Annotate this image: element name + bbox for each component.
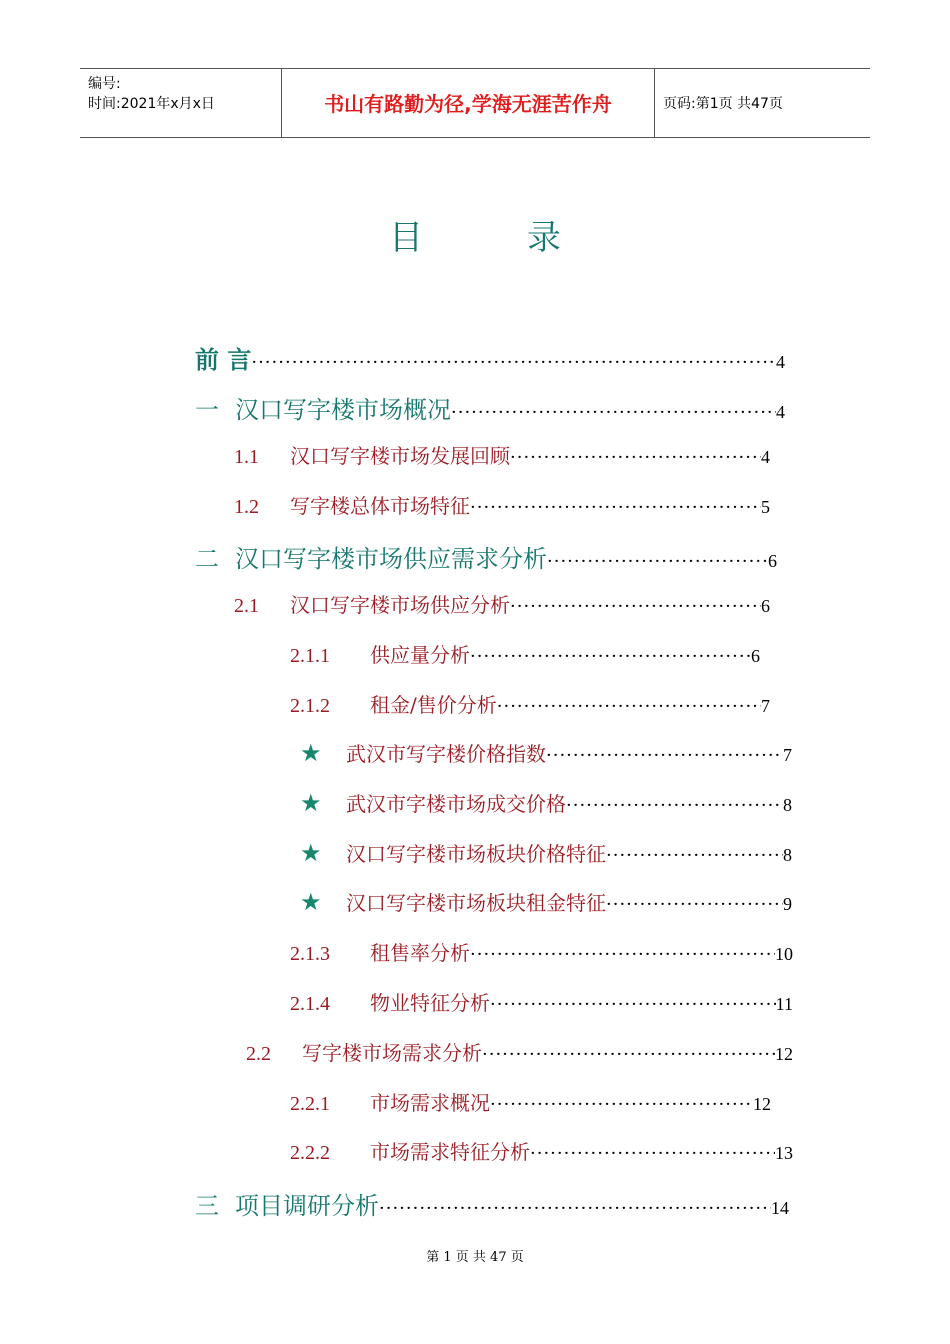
page-header bbox=[80, 68, 870, 138]
toc-leader-dots bbox=[606, 894, 783, 915]
toc-leader-dots bbox=[530, 1143, 775, 1164]
toc-leader-dots bbox=[470, 646, 751, 667]
toc-leader-dots bbox=[451, 402, 776, 423]
toc-leader-dots bbox=[490, 1094, 753, 1115]
star-icon: ★ bbox=[300, 739, 322, 767]
toc-number: 前 言 bbox=[195, 345, 252, 374]
toc-entry[interactable] bbox=[290, 689, 770, 718]
page-footer: 第 1 页 共 47 页 bbox=[426, 1250, 524, 1265]
toc-number: 2.1.1 bbox=[290, 645, 330, 667]
toc-label: 租售率分析 bbox=[370, 941, 470, 965]
toc-label: 汉口写字楼市场板块价格特征 bbox=[346, 842, 606, 866]
toc-label: 汉口写字楼市场板块租金特征 bbox=[346, 891, 606, 915]
page-title: 目录 bbox=[389, 218, 665, 258]
toc-entry[interactable] bbox=[290, 1136, 793, 1165]
toc-leader-dots bbox=[547, 551, 768, 572]
toc-number: 2.2 bbox=[246, 1043, 271, 1065]
toc-label: 租金/售价分析 bbox=[370, 693, 497, 717]
toc-page-number: 8 bbox=[783, 845, 792, 865]
toc-entry[interactable] bbox=[300, 887, 792, 916]
serial-label: 编号: bbox=[88, 76, 121, 92]
toc-number: 2.1.2 bbox=[290, 695, 330, 717]
toc-entry[interactable] bbox=[234, 589, 770, 618]
toc-label: 汉口写字楼市场发展回顾 bbox=[290, 444, 510, 468]
toc-number: 一 bbox=[195, 396, 219, 424]
toc-leader-dots bbox=[379, 1198, 771, 1219]
toc-page-number: 12 bbox=[753, 1094, 771, 1114]
toc-entry[interactable] bbox=[290, 1087, 771, 1116]
toc-page-number: 13 bbox=[775, 1143, 793, 1163]
star-icon: ★ bbox=[300, 888, 322, 916]
toc-page-number: 7 bbox=[761, 696, 770, 716]
toc-page-number: 6 bbox=[751, 646, 760, 666]
toc-label: 供应量分析 bbox=[370, 643, 470, 667]
toc-number: 1.2 bbox=[234, 496, 259, 518]
toc-entry[interactable] bbox=[290, 639, 760, 668]
toc-entry[interactable] bbox=[195, 340, 785, 375]
toc-page-number: 8 bbox=[783, 795, 792, 815]
toc-label: 武汉市字楼市场成交价格 bbox=[346, 792, 566, 816]
toc-leader-dots bbox=[251, 352, 776, 373]
toc-number: 2.2.1 bbox=[290, 1093, 330, 1115]
header-meta bbox=[80, 69, 282, 137]
toc-page-number: 4 bbox=[776, 352, 785, 372]
toc-leader-dots bbox=[470, 497, 761, 518]
toc-page-number: 6 bbox=[761, 596, 770, 616]
toc-leader-dots bbox=[546, 745, 783, 766]
toc-entry[interactable] bbox=[300, 838, 792, 867]
time-label: 时间:2021年x月x日 bbox=[88, 96, 215, 112]
star-icon: ★ bbox=[300, 839, 322, 867]
toc-number: 2.1 bbox=[234, 595, 259, 617]
toc-page-number: 4 bbox=[776, 402, 785, 422]
toc-entry[interactable] bbox=[300, 738, 792, 767]
toc-number: 二 bbox=[195, 545, 219, 573]
toc-page-number: 11 bbox=[775, 994, 793, 1014]
toc-entry[interactable] bbox=[195, 539, 777, 574]
toc-entry[interactable] bbox=[234, 440, 770, 469]
toc-number: 1.1 bbox=[234, 446, 259, 468]
toc-label: 物业特征分析 bbox=[370, 991, 490, 1015]
toc-leader-dots bbox=[510, 596, 761, 617]
header-motto: 书山有路勤为径,学海无涯苦作舟 bbox=[282, 69, 655, 137]
toc-label: 市场需求特征分析 bbox=[370, 1140, 530, 1164]
toc-page-number: 9 bbox=[783, 894, 792, 914]
toc-label: 写字楼总体市场特征 bbox=[290, 494, 470, 518]
toc-leader-dots bbox=[497, 696, 761, 717]
toc-label: 汉口写字楼市场供应分析 bbox=[290, 593, 510, 617]
header-page-info: 页码:第1页 共47页 bbox=[663, 96, 783, 112]
toc-number: 2.2.2 bbox=[290, 1142, 330, 1164]
toc-number: 2.1.4 bbox=[290, 993, 330, 1015]
toc-entry[interactable] bbox=[234, 490, 770, 519]
toc-entry[interactable] bbox=[195, 390, 785, 425]
toc-page-number: 5 bbox=[761, 497, 770, 517]
toc-page-number: 12 bbox=[775, 1044, 793, 1064]
toc-page-number: 14 bbox=[771, 1198, 789, 1218]
toc-page-number: 7 bbox=[783, 745, 792, 765]
star-icon: ★ bbox=[300, 789, 322, 817]
toc-label: 市场需求概况 bbox=[370, 1091, 490, 1115]
toc-label: 汉口写字楼市场供应需求分析 bbox=[235, 545, 547, 573]
toc-page-number: 10 bbox=[775, 944, 793, 964]
toc-number: 2.1.3 bbox=[290, 943, 330, 965]
toc-leader-dots bbox=[470, 944, 775, 965]
toc-entry[interactable] bbox=[300, 788, 792, 817]
toc-leader-dots bbox=[510, 447, 761, 468]
toc-entry[interactable] bbox=[290, 937, 793, 966]
toc-leader-dots bbox=[482, 1044, 775, 1065]
toc-leader-dots bbox=[490, 994, 776, 1015]
toc-label: 汉口写字楼市场概况 bbox=[235, 396, 451, 424]
toc-leader-dots bbox=[606, 845, 783, 866]
toc-number: 三 bbox=[195, 1192, 219, 1220]
toc-leader-dots bbox=[566, 795, 783, 816]
toc-page-number: 6 bbox=[768, 551, 777, 571]
toc-label: 项目调研分析 bbox=[235, 1192, 379, 1220]
toc-page-number: 4 bbox=[761, 447, 770, 467]
toc-label: 写字楼市场需求分析 bbox=[302, 1041, 482, 1065]
toc-entry[interactable] bbox=[290, 987, 793, 1016]
toc-entry[interactable] bbox=[246, 1037, 793, 1066]
toc-entry[interactable] bbox=[195, 1186, 789, 1221]
toc-label: 武汉市写字楼价格指数 bbox=[346, 742, 546, 766]
